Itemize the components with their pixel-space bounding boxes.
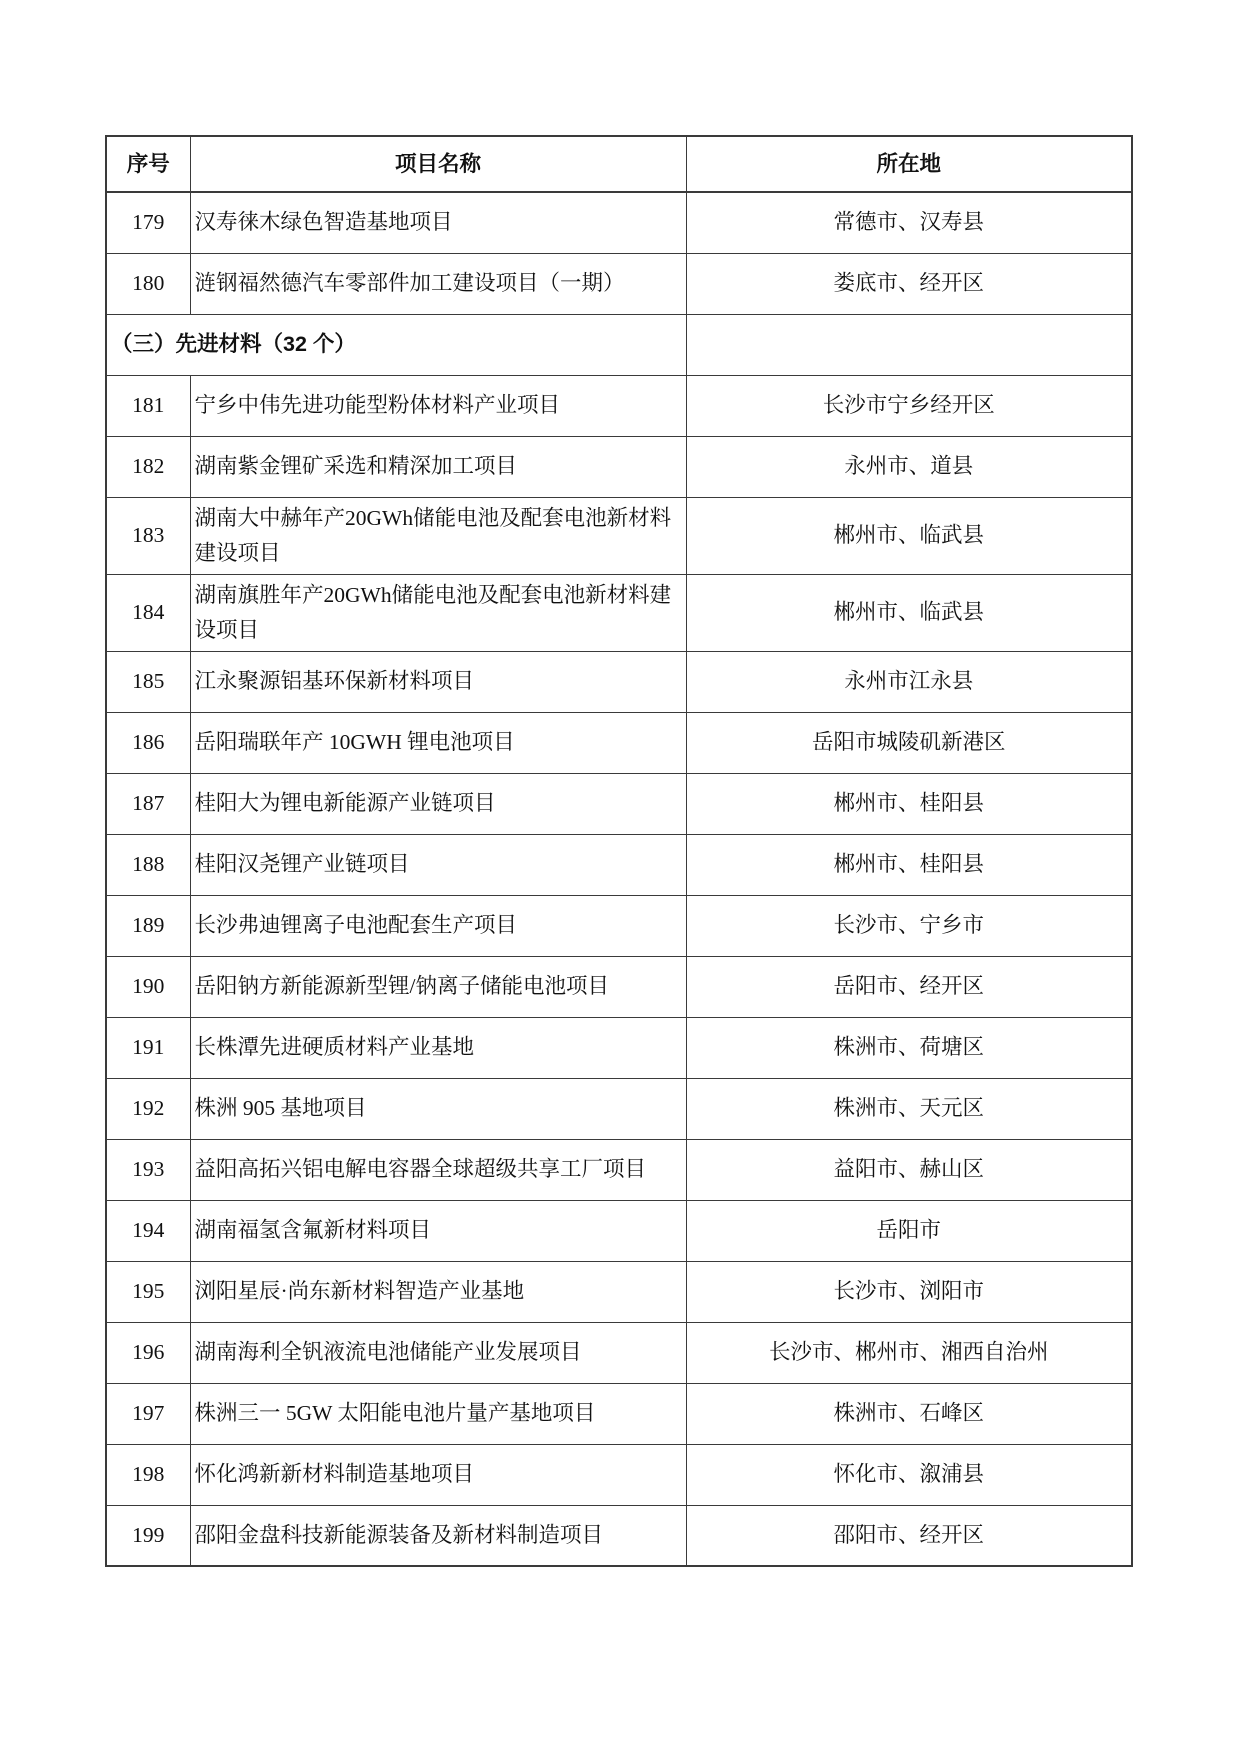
table-row bbox=[106, 497, 1132, 574]
row-location-cell: 邵阳市、经开区 bbox=[686, 1505, 1132, 1566]
table-row bbox=[106, 1139, 1132, 1200]
row-location-cell: 郴州市、桂阳县 bbox=[686, 773, 1132, 834]
row-index-cell: 179 bbox=[106, 192, 190, 253]
row-project-name-cell: 怀化鸿新新材料制造基地项目 bbox=[190, 1444, 686, 1505]
header-index: 序号 bbox=[106, 136, 190, 192]
table-row bbox=[106, 436, 1132, 497]
table-row bbox=[106, 192, 1132, 253]
row-index-cell: 186 bbox=[106, 712, 190, 773]
row-index-cell: 195 bbox=[106, 1261, 190, 1322]
row-location-cell: 长沙市、浏阳市 bbox=[686, 1261, 1132, 1322]
section-empty-location-cell bbox=[686, 314, 1132, 375]
row-index-cell: 197 bbox=[106, 1383, 190, 1444]
section-label-cell: （三）先进材料（32 个） bbox=[106, 314, 686, 375]
table-row bbox=[106, 1017, 1132, 1078]
table-row bbox=[106, 1078, 1132, 1139]
row-location-cell: 郴州市、临武县 bbox=[686, 497, 1132, 574]
row-index-cell: 184 bbox=[106, 574, 190, 651]
table-row bbox=[106, 1383, 1132, 1444]
row-project-name-cell: 桂阳汉尧锂产业链项目 bbox=[190, 834, 686, 895]
row-location-cell: 郴州市、临武县 bbox=[686, 574, 1132, 651]
row-location-cell: 株洲市、天元区 bbox=[686, 1078, 1132, 1139]
row-location-cell: 株洲市、荷塘区 bbox=[686, 1017, 1132, 1078]
row-project-name-cell: 株洲三一 5GW 太阳能电池片量产基地项目 bbox=[190, 1383, 686, 1444]
row-project-name-cell: 浏阳星辰·尚东新材料智造产业基地 bbox=[190, 1261, 686, 1322]
row-index-cell: 185 bbox=[106, 651, 190, 712]
row-index-cell: 183 bbox=[106, 497, 190, 574]
table-row bbox=[106, 1261, 1132, 1322]
row-location-cell: 怀化市、溆浦县 bbox=[686, 1444, 1132, 1505]
row-index-cell: 189 bbox=[106, 895, 190, 956]
row-location-cell: 岳阳市、经开区 bbox=[686, 956, 1132, 1017]
row-project-name-cell: 株洲 905 基地项目 bbox=[190, 1078, 686, 1139]
header-row bbox=[106, 136, 1132, 192]
table-row bbox=[106, 574, 1132, 651]
row-location-cell: 株洲市、石峰区 bbox=[686, 1383, 1132, 1444]
table-row bbox=[106, 1322, 1132, 1383]
row-location-cell: 常德市、汉寿县 bbox=[686, 192, 1132, 253]
table-row bbox=[106, 253, 1132, 314]
row-location-cell: 长沙市宁乡经开区 bbox=[686, 375, 1132, 436]
row-index-cell: 198 bbox=[106, 1444, 190, 1505]
row-location-cell: 益阳市、赫山区 bbox=[686, 1139, 1132, 1200]
row-project-name-cell: 岳阳瑞联年产 10GWH 锂电池项目 bbox=[190, 712, 686, 773]
table-row bbox=[106, 1200, 1132, 1261]
row-index-cell: 191 bbox=[106, 1017, 190, 1078]
row-location-cell: 长沙市、郴州市、湘西自治州 bbox=[686, 1322, 1132, 1383]
row-project-name-cell: 江永聚源铝基环保新材料项目 bbox=[190, 651, 686, 712]
table-row bbox=[106, 712, 1132, 773]
header-location: 所在地 bbox=[686, 136, 1132, 192]
row-index-cell: 180 bbox=[106, 253, 190, 314]
row-project-name-cell: 长沙弗迪锂离子电池配套生产项目 bbox=[190, 895, 686, 956]
row-location-cell: 岳阳市 bbox=[686, 1200, 1132, 1261]
row-index-cell: 188 bbox=[106, 834, 190, 895]
table-row bbox=[106, 773, 1132, 834]
table-row bbox=[106, 651, 1132, 712]
row-index-cell: 194 bbox=[106, 1200, 190, 1261]
row-project-name-cell: 邵阳金盘科技新能源装备及新材料制造项目 bbox=[190, 1505, 686, 1566]
row-index-cell: 182 bbox=[106, 436, 190, 497]
row-project-name-cell: 涟钢福然德汽车零部件加工建设项目（一期） bbox=[190, 253, 686, 314]
table-body bbox=[106, 192, 1132, 1566]
row-index-cell: 193 bbox=[106, 1139, 190, 1200]
row-project-name-cell: 湖南紫金锂矿采选和精深加工项目 bbox=[190, 436, 686, 497]
row-location-cell: 永州市、道县 bbox=[686, 436, 1132, 497]
row-project-name-cell: 湖南海利全钒液流电池储能产业发展项目 bbox=[190, 1322, 686, 1383]
row-project-name-cell: 益阳高拓兴铝电解电容器全球超级共享工厂项目 bbox=[190, 1139, 686, 1200]
row-index-cell: 187 bbox=[106, 773, 190, 834]
row-location-cell: 娄底市、经开区 bbox=[686, 253, 1132, 314]
table-row bbox=[106, 895, 1132, 956]
row-location-cell: 郴州市、桂阳县 bbox=[686, 834, 1132, 895]
header-project-name: 项目名称 bbox=[190, 136, 686, 192]
table-row bbox=[106, 956, 1132, 1017]
row-project-name-cell: 湖南福氢含氟新材料项目 bbox=[190, 1200, 686, 1261]
table-row bbox=[106, 1444, 1132, 1505]
projects-table bbox=[105, 135, 1133, 1567]
table-row bbox=[106, 1505, 1132, 1566]
row-project-name-cell: 岳阳钠方新能源新型锂/钠离子储能电池项目 bbox=[190, 956, 686, 1017]
row-project-name-cell: 汉寿徕木绿色智造基地项目 bbox=[190, 192, 686, 253]
row-index-cell: 192 bbox=[106, 1078, 190, 1139]
row-index-cell: 181 bbox=[106, 375, 190, 436]
table-row bbox=[106, 375, 1132, 436]
row-project-name-cell: 宁乡中伟先进功能型粉体材料产业项目 bbox=[190, 375, 686, 436]
row-location-cell: 长沙市、宁乡市 bbox=[686, 895, 1132, 956]
row-project-name-cell: 长株潭先进硬质材料产业基地 bbox=[190, 1017, 686, 1078]
row-index-cell: 199 bbox=[106, 1505, 190, 1566]
row-location-cell: 岳阳市城陵矶新港区 bbox=[686, 712, 1132, 773]
table-row bbox=[106, 834, 1132, 895]
row-index-cell: 196 bbox=[106, 1322, 190, 1383]
row-project-name-cell: 湖南大中赫年产20GWh储能电池及配套电池新材料建设项目 bbox=[190, 497, 686, 574]
section-row bbox=[106, 314, 1132, 375]
row-index-cell: 190 bbox=[106, 956, 190, 1017]
row-location-cell: 永州市江永县 bbox=[686, 651, 1132, 712]
row-project-name-cell: 桂阳大为锂电新能源产业链项目 bbox=[190, 773, 686, 834]
row-project-name-cell: 湖南旗胜年产20GWh储能电池及配套电池新材料建设项目 bbox=[190, 574, 686, 651]
